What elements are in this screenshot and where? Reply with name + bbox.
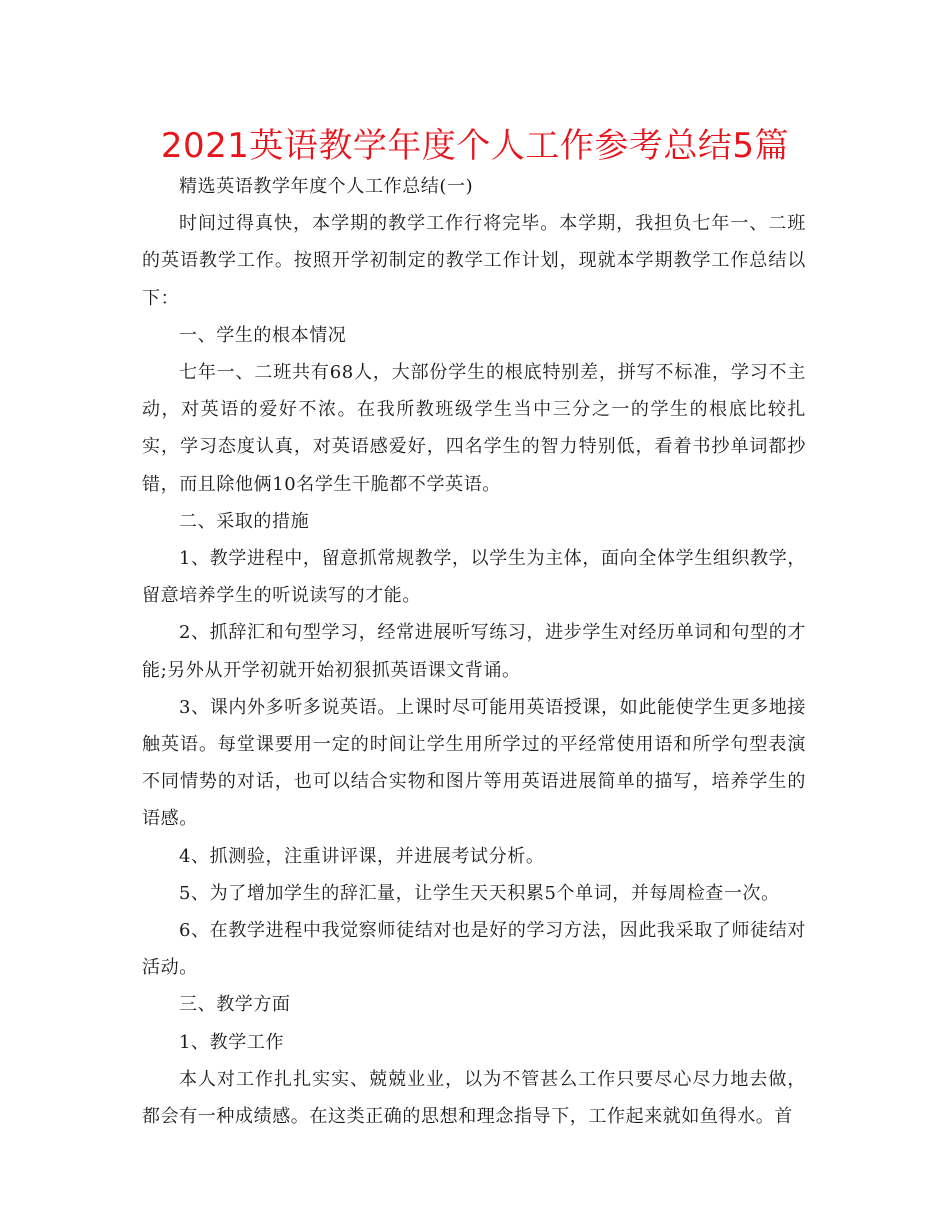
list-item: 5、为了增加学生的辞汇量，让学生天天积累5个单词，并每周检查一次。 [179,882,780,904]
paragraph: 七年一、二班共有68人，大部份学生的根底特别差，拼写不标准，学习不主动，对英语的爱好不浓。在我所教班级学生当中三分之一的学生的根底比较扎实，学习态度认真，对英语感爱好，四名学生的智力特别低，看着书抄单词都抄错，而且除他俩10名学生干脆都不学英语。 [142,362,806,495]
paragraph-subtitle: 精选英语教学年度个人工作总结(一) [179,176,474,197]
list-item: 4、抓测验，注重讲评课，并进展考试分析。 [179,845,545,867]
section-heading: 一、学生的根本情况 [179,324,347,346]
document-body [142,168,806,1135]
section-heading: 二、采取的措施 [179,510,310,532]
list-item: 1、教学进程中，留意抓常规教学，以学生为主体，面向全体学生组织教学，留意培养学生的听说读写的才能。 [142,548,806,607]
section-heading: 三、教学方面 [179,994,291,1016]
list-item: 2、抓辞汇和句型学习，经常进展听写练习，进步学生对经历单词和句型的才能;另外从开学初就开始初狠抓英语课文背诵。 [142,622,806,681]
paragraph: 本人对工作扎扎实实、兢兢业业，以为不管甚么工作只要尽心尽力地去做，都会有一种成绩感。在这类正确的思想和理念指导下，工作起来就如鱼得水。首 [142,1068,806,1128]
list-item: 3、课内外多听多说英语。上课时尽可能用英语授课，如此能使学生更多地接触英语。每堂课要用一定的时间让学生用所学过的平经常使用语和所学句型表演不同情势的对话，也可以结合实物和图片等用英语进展简单的描写，培养学生的语感。 [142,696,806,830]
paragraph: 时间过得真快，本学期的教学工作行将完毕。本学期，我担负七年一、二班的英语教学工作。按照开学初制定的教学工作计划，现就本学期教学工作总结以下： [142,213,806,309]
document-title: 2021英语教学年度个人工作参考总结5篇 [160,126,790,166]
subsection-heading: 1、教学工作 [179,1031,285,1053]
list-item: 6、在教学进程中我觉察师徒结对也是好的学习方法，因此我采取了师徒结对活动。 [142,920,806,979]
